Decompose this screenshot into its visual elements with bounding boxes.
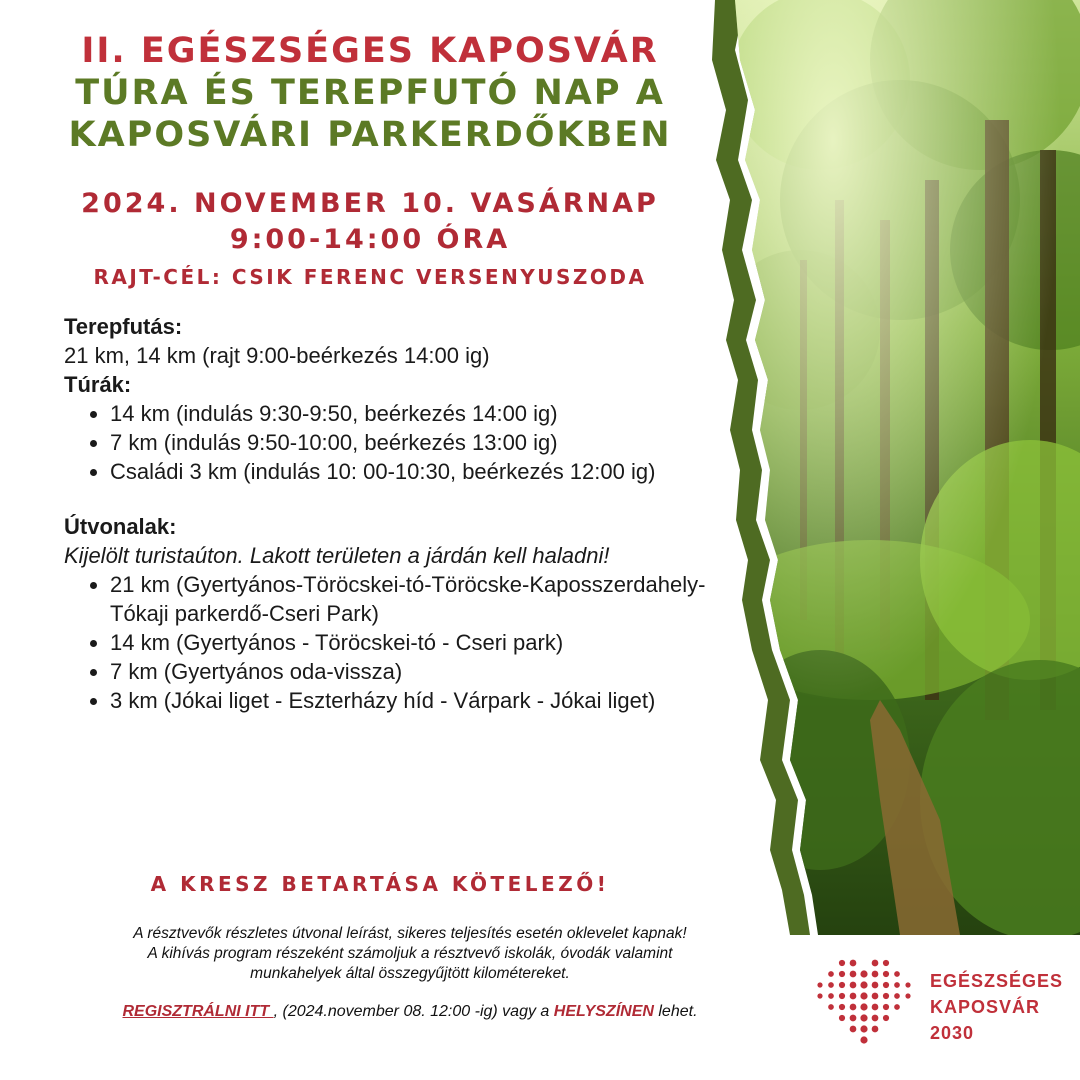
event-title xyxy=(40,30,700,156)
logo-dot xyxy=(883,982,889,988)
logo-dot xyxy=(828,1004,834,1010)
logo-dot xyxy=(883,971,889,977)
event-details xyxy=(64,312,714,715)
logo-dot xyxy=(850,1004,857,1011)
logo-dot xyxy=(850,1026,857,1033)
list-item: • 7 km (indulás 9:50-10:00, beérkezés 13:00 ig) xyxy=(110,428,714,457)
event-venue: RAJT-CÉL: CSIK FERENC VERSENYUSZODA xyxy=(93,265,647,289)
logo-line-3: 2030 xyxy=(930,1023,975,1043)
logo-dot xyxy=(872,1026,879,1033)
logo-dot xyxy=(883,993,889,999)
title-line-3: KAPOSVÁRI PARKERDŐKBEN xyxy=(68,115,672,155)
logo-dot xyxy=(817,982,822,987)
register-onsite: HELYSZÍNEN xyxy=(553,1003,654,1020)
logo-dot xyxy=(872,960,879,967)
event-time: 9:00-14:00 ÓRA xyxy=(229,224,511,255)
logo-dot xyxy=(828,993,834,999)
logo-dot xyxy=(860,992,867,999)
logo-dot xyxy=(839,1015,845,1021)
list-item: • 14 km (indulás 9:30-9:50, beérkezés 14:00 ig) xyxy=(110,399,714,428)
register-deadline: , (2024.november 08. 12:00 -ig) vagy a xyxy=(273,1003,554,1020)
hikes-list xyxy=(64,399,714,486)
logo-dot xyxy=(839,960,845,966)
routes-list xyxy=(64,570,714,715)
footnote xyxy=(30,924,790,984)
kresz-notice: A KRESZ BETARTÁSA KÖTELEZŐ! xyxy=(150,872,610,896)
logo-dot xyxy=(839,982,845,988)
list-item: • Családi 3 km (indulás 10: 00-10:30, beérkezés 12:00 ig) xyxy=(110,457,714,486)
register-end: lehet. xyxy=(653,1003,698,1020)
logo-dot xyxy=(872,993,879,1000)
logo-dot xyxy=(905,982,910,987)
logo-dot xyxy=(860,1025,867,1032)
logo-dot xyxy=(839,993,845,999)
logo-dot xyxy=(860,1003,867,1010)
list-item: • 3 km (Jókai liget - Eszterházy híd - Várpark - Jókai liget) xyxy=(110,686,714,715)
heart-dots-icon xyxy=(810,955,920,1055)
routes-note: Kijelölt turistaúton. Lakott területen a járdán kell haladni! xyxy=(64,543,610,568)
logo-dot xyxy=(883,1004,889,1010)
footnote-line-1: A résztvevők részletes útvonal leírást, sikeres teljesítés esetén oklevelet kapnak! xyxy=(133,925,687,942)
logo-dot xyxy=(894,993,900,999)
list-item: • 7 km (Gyertyános oda-vissza) xyxy=(110,657,714,686)
egeszseges-kaposvar-logo xyxy=(810,955,1070,1055)
logo-dot xyxy=(817,993,822,998)
event-date: 2024. NOVEMBER 10. VASÁRNAP xyxy=(81,188,659,219)
logo-dot xyxy=(850,971,857,978)
routes-heading: Útvonalak: xyxy=(64,514,177,539)
running-heading: Terepfutás: xyxy=(64,314,183,339)
logo-dot xyxy=(839,971,845,977)
logo-dot xyxy=(850,993,857,1000)
logo-dot xyxy=(828,982,834,988)
logo-dot xyxy=(872,1015,879,1022)
logo-dot xyxy=(850,982,857,989)
logo-dot xyxy=(894,982,900,988)
list-item: • 21 km (Gyertyános-Töröcskei-tó-Töröcske-Kaposszerdahely-Tókaji parkerdő-Cseri Park) xyxy=(110,570,714,628)
registration-line xyxy=(30,1003,790,1021)
logo-dot xyxy=(872,982,879,989)
logo-dot xyxy=(883,1015,889,1021)
register-link[interactable]: REGISZTRÁLNI ITT xyxy=(122,1003,274,1020)
logo-dot xyxy=(894,971,900,977)
logo-dot xyxy=(894,1004,900,1010)
logo-dot xyxy=(828,971,834,977)
list-item: • 14 km (Gyertyános - Töröcskei-tó - Cseri park) xyxy=(110,628,714,657)
running-text: 21 km, 14 km (rajt 9:00-beérkezés 14:00 ig) xyxy=(64,343,490,368)
event-datetime xyxy=(40,186,700,292)
footnote-line-2: A kihívás program részeként számoljuk a résztvevő iskolák, óvodák valamint xyxy=(147,945,673,962)
logo-dot xyxy=(883,960,889,966)
logo-line-1: EGÉSZSÉGES xyxy=(930,971,1064,991)
logo-dot xyxy=(872,971,879,978)
logo-dot xyxy=(905,993,910,998)
title-line-2: TÚRA ÉS TEREPFUTÓ NAP A xyxy=(75,73,665,113)
logo-dot xyxy=(872,1004,879,1011)
title-line-1: II. EGÉSZSÉGES KAPOSVÁR xyxy=(81,31,659,71)
logo-text xyxy=(930,968,1063,1046)
footnote-line-3: munkahelyek által összegyűjtött kilométereket. xyxy=(250,965,570,982)
logo-dot xyxy=(860,981,867,988)
logo-dot xyxy=(860,970,867,977)
logo-line-2: KAPOSVÁR xyxy=(930,997,1041,1017)
logo-dot xyxy=(850,960,857,967)
logo-dot xyxy=(850,1015,857,1022)
hikes-heading: Túrák: xyxy=(64,372,132,397)
logo-dot xyxy=(860,1036,867,1043)
logo-dot xyxy=(839,1004,845,1010)
logo-dot xyxy=(860,1014,867,1021)
